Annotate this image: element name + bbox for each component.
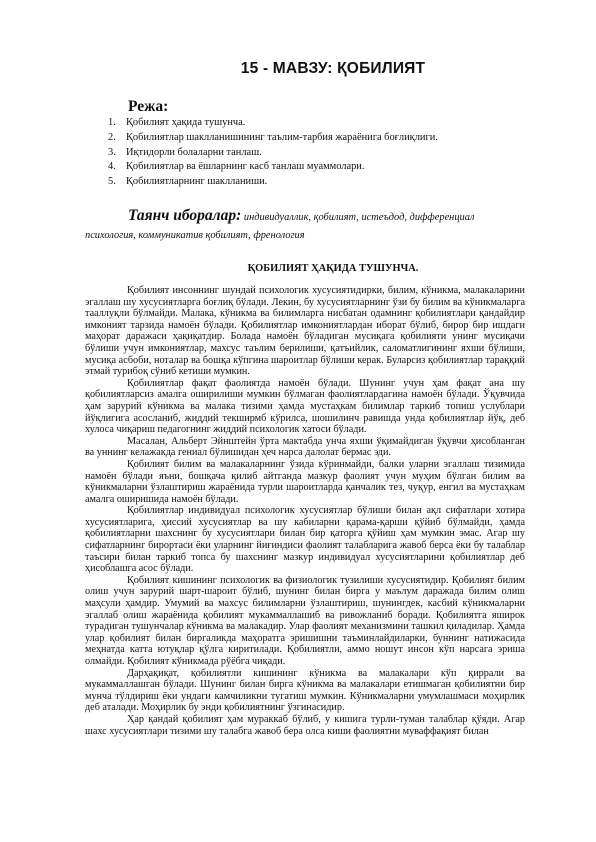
list-text: Қобилиятларнинг шаклланиши. [126, 176, 268, 188]
list-text: Қобилиятлар шаклланишининг таълим-тарбия жараёнига боғлиқлиги. [126, 131, 438, 143]
list-item [108, 146, 438, 161]
list-text: Қобилиятлар ва ёшларнинг касб танлаш муаммолари. [126, 161, 365, 173]
paragraph: Қобилиятлар фақат фаолиятда намоён бўлади. Шунинг учун ҳам фақат ана шу қобилиятларсиз амалга оширилиши мумкин бўлмаган фаолиятлардагина намоён бўлади. Ўқувчида ҳам зарурий кўникма ва малака тизими ҳамда мустаҳкам билимлар таркиб топиш услублари йўқлигига асосланиб, жиддий текширмб кўрилса, шошилинч равишда унда қобилиятлар йўқ, деб хулоса чиқариш педагогнинг жиддий психологик хатоси бўлади. [85, 377, 525, 436]
list-item [108, 131, 438, 146]
paragraph: Қобилият кишининг психологик ва физиологик тузилиши хусусиятидир. Қобилият билим олиш учун зарурий шарт-шароит бўлиб, шунинг билан бирга у маълум даражада билим олиш маҳсули ҳамдир. Умумий ва махсус билимларни ўзлаштириш, шунингдек, касбий кўникмаларни эгаллаб олиш жараёнида қобилият мукаммаллашиб ва ривожланиб боради. Қобилиятга яширок турадиган тушунчалар кўникма ва малакадир. Улар фаолият механизмини ташкил қиладилар. Ҳамда улар қобилият билан биргаликда маҳоратга эришишни таъминлайдиларки, буннинг натижасида меҳнатда катта ютуқлар қўлга киритилади. Қобилиятли, аммо ношут инсон кўп нарсага эриша олмайди. Қобилият кўникмада рўёбга чиқади. [85, 574, 525, 667]
body-text [85, 285, 525, 737]
paragraph: Масалан, Альберт Эйнштейн ўрта мактабда унча яхши ўқимайдиган ўқувчи ҳисобланган ва уннинг келажакда гениал бўлишидан ҳеч нарса далолат бермас эди. [85, 435, 525, 459]
paragraph: Қобилият билим ва малакаларнинг ўзида кўринмайди, балки уларни эгаллаш тизимида намоён бўлади яъни, бошқача қилиб айтганда мазкур фаолият учун муҳим бўлган билим ва кўникмаларни ўзлаштириш жараёнида турли шароитларда қанчалик тез, чуқур, енгил ва мустаҳкам амалга оширишида намоён бўлади. [85, 458, 525, 505]
list-item [108, 116, 438, 131]
section-title: ҚОБИЛИЯТ ҲАҚИДА ТУШУНЧА. [247, 263, 419, 274]
list-text: Иқтидорли болаларни танлаш. [126, 146, 262, 158]
paragraph: Ҳар қандай қобилият ҳам мураккаб бўлиб, у кишига турли-туман талаблар қўяди. Агар шахс хусусиятлари тизими шу талабга жавоб бера олса киши фаолиятни муваффақият билан [85, 713, 525, 737]
paragraph: Қобилиятлар индивидуал психологик хусусиятлар бўлиши билан ақл сифатлари хотира хусусиятларига, ҳиссий хусусиятлар ва шу кабиларни қарама-қарши қўйиб бўлмайди, ҳамда қобилиятларни шахснинг бу хусусиятлари билан бир қаторга қўйиш ҳам мумкин эмас. Агар шу сифатларнинг бирортаси ёки уларнинг йиғиндиси фаолият талабларига жавоб берса ёки бу талаблар таъсири билан таркиб топса бу шахснинг мазкур индивидуал хусусиятларини қобилиятлар деб ҳисоблашга асос бўлади. [85, 505, 525, 575]
list-number: 4. [108, 161, 116, 173]
list-number: 3. [108, 146, 116, 158]
key-terms-heading: Таянч иборалар: [128, 207, 242, 224]
key-terms-text: индивидуаллик, қобилият, истеъдод, дифференциал психология, коммуникатив қобилият, френология [85, 212, 475, 241]
list-item [108, 160, 438, 175]
key-terms [85, 208, 525, 244]
list-item [108, 175, 438, 190]
list-text: Қобилият ҳақида тушунча. [126, 117, 246, 128]
page-title: 15 - МАВЗУ: ҚОБИЛИЯТ [240, 60, 426, 77]
paragraph: Қобилият инсоннинг шундай психологик хусусиятидирки, билим, кўникма, малакаларини эгаллаш шу хусусиятларга боғлиқ бўлади. Лекин, бу хусусиятларнинг ўзи бу билим ва кўникмаларга тааллуқли бўлмайди. Малака, кўникма ва билимларга нисбатан одамнинг қобилиятлари қандайдир имконият тарзида намоён бўлади. Қобилиятлар имкониятлардан иборат бўлиб, бирор бир ишдаги маҳорат даражаси ҳақиқатдир. Болада намоён бўладиган мусиқага қобилияти унинг мусиқачи бўлиши учун имкониятлар, махсус таълим берилиши, қатъийлик, саломатлигининг яхши бўлиши, мусиқа асбоби, ноталар ва бошқа кўпгина шароитлар бўлиши керак. Буларсиз қобилиятлар тараққий этмай турибоқ сўниб кетиши мумкин. [85, 285, 525, 378]
plan-heading: Режа: [128, 98, 169, 115]
list-number: 2. [108, 131, 116, 143]
list-number: 5. [108, 176, 116, 188]
list-number: 1. [108, 117, 116, 128]
paragraph: Дарҳақиқат, қобилиятли кишининг кўникма ва малакалари кўп қиррали ва мукаммаллашган бўлади. Шунинг билан бирга кўникма ва малакалари етишмаган қобилиятни бир мунча тўлдириш ёки ундаги камчиликни тугатиш мумкин. Кўникмаларни умумлашмаси моҳирлик деб аталади. Моҳирлик бу энди қобилиятнинг ўзгинасидир. [85, 667, 525, 714]
plan-list [108, 116, 438, 190]
